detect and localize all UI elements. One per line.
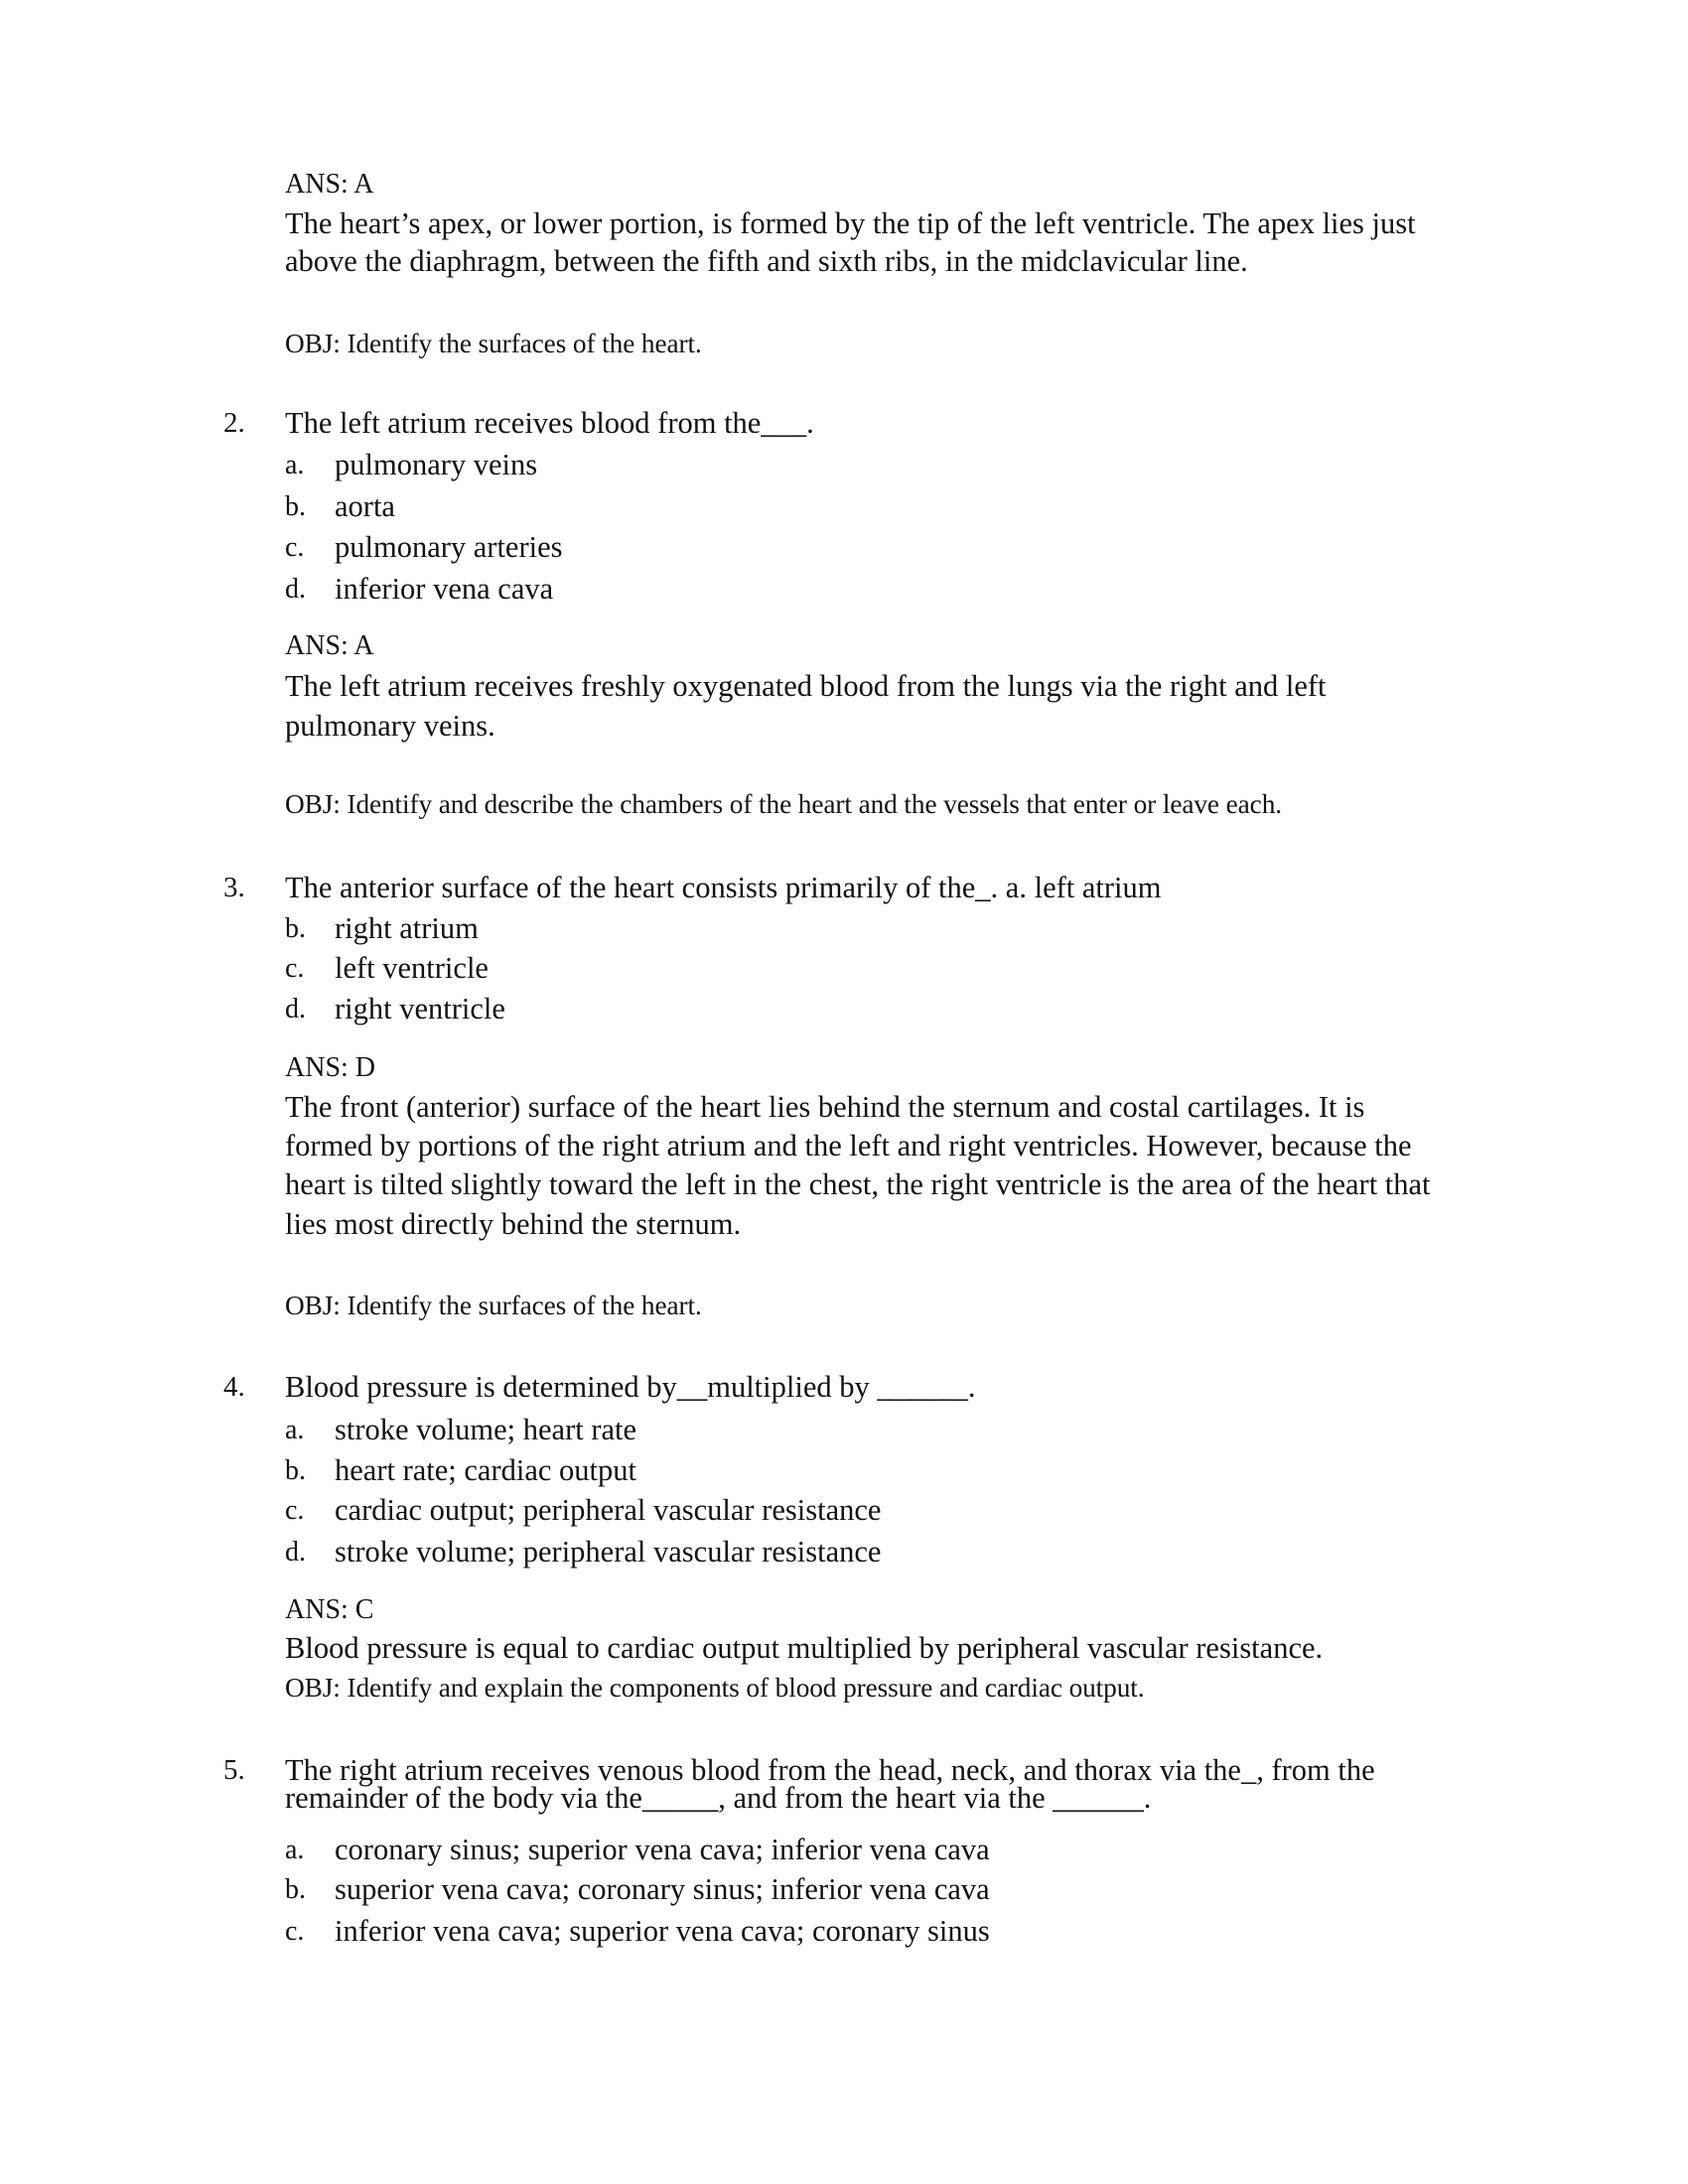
- option-text: coronary sinus; superior vena cava; inferior vena cava: [335, 1833, 990, 1866]
- explanation-line: pulmonary veins.: [285, 709, 495, 743]
- option-letter: a.: [285, 450, 305, 480]
- option-letter: b.: [285, 913, 306, 944]
- option-text: stroke volume; peripheral vascular resistance: [335, 1535, 882, 1569]
- explanation-line: lies most directly behind the sternum.: [285, 1207, 742, 1241]
- option-text: heart rate; cardiac output: [335, 1453, 636, 1487]
- option-letter: c.: [285, 1916, 305, 1947]
- explanation-line: above the diaphragm, between the fifth and sixth ribs, in the midclavicular line.: [285, 244, 1248, 278]
- explanation-line: The left atrium receives freshly oxygenated blood from the lungs via the right and left: [285, 669, 1327, 703]
- answer-key: ANS: D: [285, 1052, 376, 1083]
- question-number: 5.: [223, 1754, 245, 1786]
- option-text: inferior vena cava; superior vena cava; coronary sinus: [335, 1914, 990, 1948]
- option-letter: c.: [285, 953, 305, 984]
- explanation-line: Blood pressure is equal to cardiac output multiplied by peripheral vascular resistance.: [285, 1631, 1324, 1665]
- answer-key: ANS: C: [285, 1594, 374, 1625]
- option-letter: a.: [285, 1835, 305, 1865]
- option-text: superior vena cava; coronary sinus; inferior vena cava: [335, 1872, 990, 1906]
- question-text: The anterior surface of the heart consists primarily of the_. a. left atrium: [285, 871, 1162, 904]
- question-number: 2.: [223, 407, 245, 439]
- question-text: remainder of the body via the_____, and from the heart via the ______.: [285, 1781, 1152, 1815]
- option-letter: d.: [285, 574, 306, 605]
- option-letter: d.: [285, 994, 306, 1024]
- option-letter: d.: [285, 1537, 306, 1568]
- objective: OBJ: Identify the surfaces of the heart.: [285, 329, 702, 358]
- question-text: The right atrium receives venous blood from the head, neck, and thorax via the_, from the: [285, 1753, 1375, 1787]
- explanation-line: formed by portions of the right atrium and the left and right ventricles. However, because the: [285, 1129, 1412, 1162]
- answer-key: ANS: A: [285, 630, 374, 661]
- objective: OBJ: Identify the surfaces of the heart.: [285, 1291, 702, 1320]
- explanation-line: The front (anterior) surface of the heart lies behind the sternum and costal cartilages. It is: [285, 1090, 1365, 1124]
- objective: OBJ: Identify and describe the chambers of the heart and the vessels that enter or leave each.: [285, 789, 1282, 819]
- option-text: inferior vena cava: [335, 572, 554, 606]
- option-text: pulmonary arteries: [335, 530, 563, 564]
- option-text: right ventricle: [335, 992, 505, 1025]
- question-text: Blood pressure is determined by__multiplied by ______.: [285, 1370, 976, 1404]
- option-letter: b.: [285, 491, 306, 522]
- question-text: The left atrium receives blood from the___.: [285, 406, 814, 440]
- option-letter: b.: [285, 1874, 306, 1905]
- objective: OBJ: Identify and explain the components of blood pressure and cardiac output.: [285, 1673, 1145, 1703]
- option-text: right atrium: [335, 911, 479, 945]
- option-letter: c.: [285, 1495, 305, 1526]
- option-text: cardiac output; peripheral vascular resistance: [335, 1493, 882, 1527]
- question-number: 4.: [223, 1371, 245, 1403]
- answer-key: ANS: A: [285, 169, 374, 200]
- option-text: left ventricle: [335, 951, 489, 985]
- option-letter: a.: [285, 1415, 305, 1445]
- option-text: aorta: [335, 489, 395, 523]
- explanation-line: The heart’s apex, or lower portion, is formed by the tip of the left ventricle. The apex lies just: [285, 206, 1416, 240]
- option-text: pulmonary veins: [335, 448, 538, 481]
- option-letter: c.: [285, 532, 305, 563]
- option-letter: b.: [285, 1455, 306, 1486]
- explanation-line: heart is tilted slightly toward the left in the chest, the right ventricle is the area of the heart that: [285, 1167, 1431, 1201]
- question-number: 3.: [223, 872, 245, 903]
- option-text: stroke volume; heart rate: [335, 1413, 637, 1446]
